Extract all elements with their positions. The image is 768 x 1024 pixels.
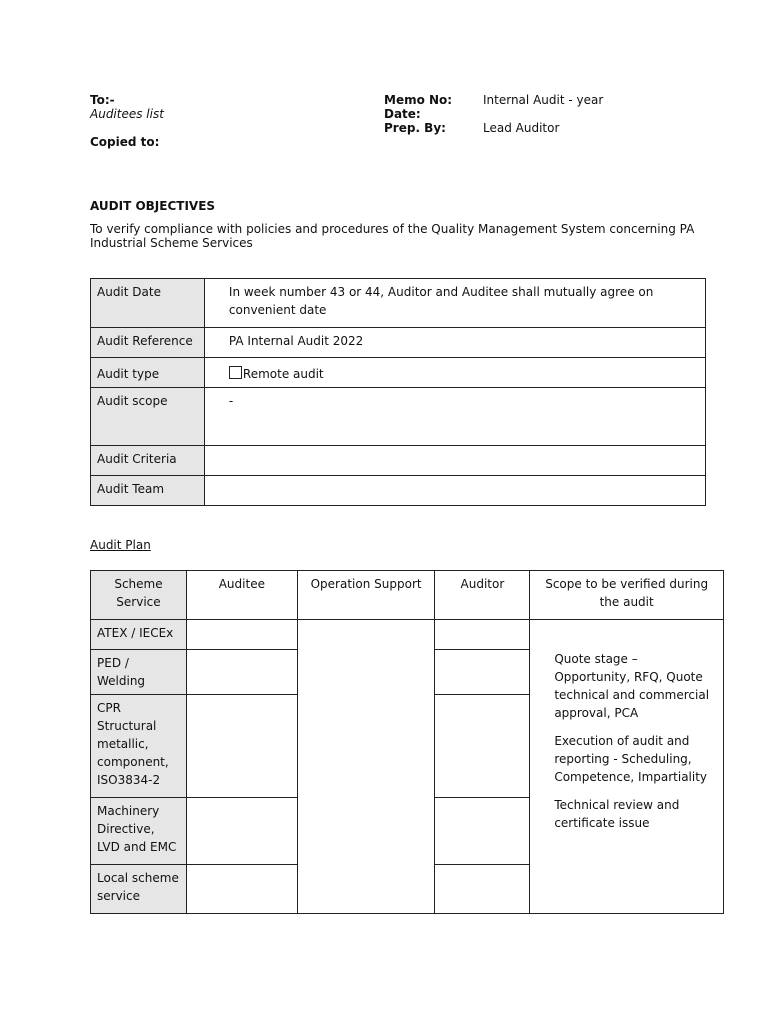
audit-reference-value: PA Internal Audit 2022 bbox=[204, 328, 705, 358]
prep-by-value: Lead Auditor bbox=[483, 121, 560, 135]
remote-audit-checkbox[interactable] bbox=[229, 366, 242, 379]
memo-no-label: Memo No: bbox=[384, 93, 453, 107]
audit-plan-title: Audit Plan bbox=[90, 538, 151, 552]
table-row bbox=[91, 328, 706, 358]
auditor-cell bbox=[435, 695, 530, 798]
header-scheme-service: Scheme Service bbox=[91, 571, 187, 620]
auditee-cell bbox=[186, 865, 297, 914]
service-cpr: CPR Structural metallic, component, ISO3834-2 bbox=[91, 695, 187, 798]
audit-scope-label: Audit scope bbox=[91, 388, 205, 446]
auditee-cell bbox=[186, 695, 297, 798]
audit-criteria-label: Audit Criteria bbox=[91, 446, 205, 476]
service-local: Local scheme service bbox=[91, 865, 187, 914]
audit-criteria-value bbox=[204, 446, 705, 476]
table-row bbox=[91, 620, 724, 650]
audit-objectives-heading: AUDIT OBJECTIVES bbox=[90, 199, 216, 213]
service-atex: ATEX / IECEx bbox=[91, 620, 187, 650]
table-row bbox=[91, 476, 706, 506]
audit-type-label: Audit type bbox=[91, 358, 205, 388]
header-scope: Scope to be verified during the audit bbox=[530, 571, 724, 620]
objectives-text-line1: To verify compliance with policies and procedures of the Quality Management System concerning PA bbox=[90, 222, 695, 236]
operation-support-cell bbox=[297, 620, 435, 914]
audit-details-table bbox=[90, 278, 706, 506]
scope-item: Technical review and certificate issue bbox=[554, 798, 680, 830]
audit-type-value bbox=[204, 358, 705, 388]
scope-item: Quote stage – Opportunity, RFQ, Quote technical and commercial approval, PCA bbox=[554, 652, 710, 720]
scope-item: Execution of audit and reporting - Scheduling, Competence, Impartiality bbox=[554, 734, 708, 784]
audit-date-label: Audit Date bbox=[91, 279, 205, 328]
table-row bbox=[91, 358, 706, 388]
service-ped: PED / Welding bbox=[91, 650, 187, 695]
auditee-cell bbox=[186, 620, 297, 650]
prep-by-label: Prep. By: bbox=[384, 121, 446, 135]
auditor-cell bbox=[435, 650, 530, 695]
audit-scope-value: - bbox=[204, 388, 705, 446]
audit-date-value: In week number 43 or 44, Auditor and Auditee shall mutually agree on convenient date bbox=[204, 279, 705, 328]
remote-audit-label: Remote audit bbox=[242, 367, 324, 381]
audit-plan-table bbox=[90, 570, 724, 914]
audit-team-value bbox=[204, 476, 705, 506]
table-header-row bbox=[91, 571, 724, 620]
audit-team-label: Audit Team bbox=[91, 476, 205, 506]
auditee-cell bbox=[186, 650, 297, 695]
header-operation-support: Operation Support bbox=[297, 571, 435, 620]
to-value: Auditees list bbox=[90, 107, 164, 121]
date-label: Date: bbox=[384, 107, 421, 121]
copied-to-label: Copied to: bbox=[90, 135, 160, 149]
auditor-cell bbox=[435, 798, 530, 865]
memo-no-value: Internal Audit - year bbox=[483, 93, 604, 107]
table-row bbox=[91, 446, 706, 476]
scope-cell bbox=[530, 620, 724, 914]
table-row bbox=[91, 279, 706, 328]
auditee-cell bbox=[186, 798, 297, 865]
auditor-cell bbox=[435, 620, 530, 650]
table-row bbox=[91, 388, 706, 446]
service-machinery: Machinery Directive, LVD and EMC bbox=[91, 798, 187, 865]
auditor-cell bbox=[435, 865, 530, 914]
to-label: To:- bbox=[90, 93, 115, 107]
audit-reference-label: Audit Reference bbox=[91, 328, 205, 358]
header-auditor: Auditor bbox=[435, 571, 530, 620]
header-auditee: Auditee bbox=[186, 571, 297, 620]
objectives-text-line2: Industrial Scheme Services bbox=[90, 236, 253, 250]
